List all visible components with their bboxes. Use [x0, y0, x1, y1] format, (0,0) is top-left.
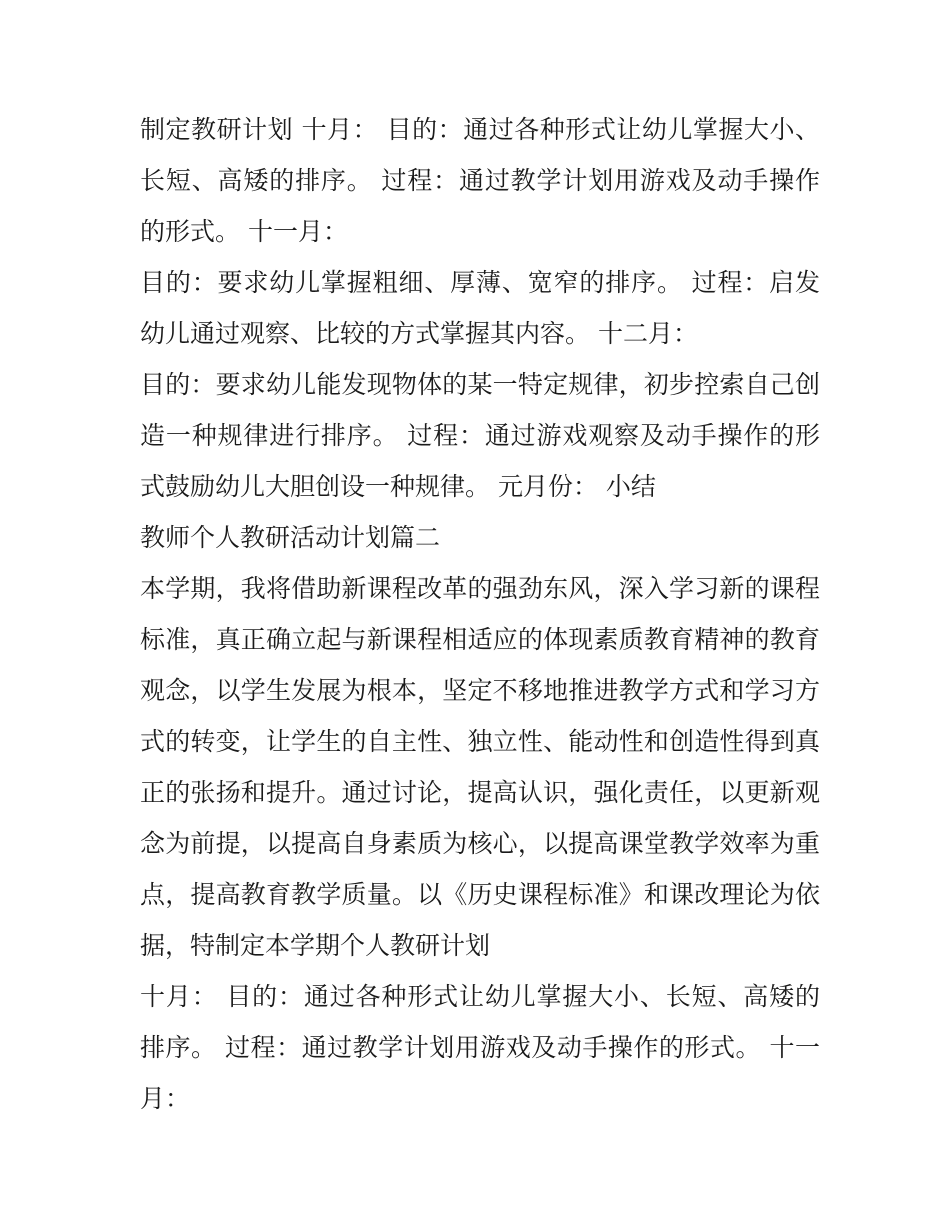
section-heading: 教师个人教研活动计划篇二: [140, 523, 441, 552]
paragraph-december-goal: 目的：要求幼儿能发现物体的某一特定规律，初步控索自己创造一种规律进行排序。 过程：通过游戏观察及动手操作的形式鼓励幼儿大胆创设一种规律。 元月份： 小结: [140, 370, 820, 501]
paragraph-semester-intro: 本学期，我将借助新课程改革的强劲东风，深入学习新的课程标准，真正确立起与新课程相适应的体现素质教育精神的教育观念，以学生发展为根本，坚定不移地推进教学方式和学习方式的转变，让学生的自主性、独立性、能动性和创造性得到真正的张扬和提升。通过讨论，提高认识，强化责任，以更新观念为前提，以提高自身素质为核心，以提高课堂教学效率为重点，提高教育教学质量。以《历史课程标准》和课改理论为依据，特制定本学期个人教研计划: [140, 574, 820, 960]
paragraph-october-plan-repeat: 十月： 目的：通过各种形式让幼儿掌握大小、长短、高矮的排序。 过程：通过教学计划用游戏及动手操作的形式。 十一月：: [140, 982, 820, 1113]
paragraph-november-goal: 目的：要求幼儿掌握粗细、厚薄、宽窄的排序。 过程：启发幼儿通过观察、比较的方式掌握其内容。 十二月：: [140, 268, 820, 348]
document-body: [140, 104, 820, 1124]
paragraph-october-plan: 制定教研计划 十月： 目的：通过各种形式让幼儿掌握大小、长短、高矮的排序。 过程：通过教学计划用游戏及动手操作的形式。 十一月：: [140, 115, 820, 246]
